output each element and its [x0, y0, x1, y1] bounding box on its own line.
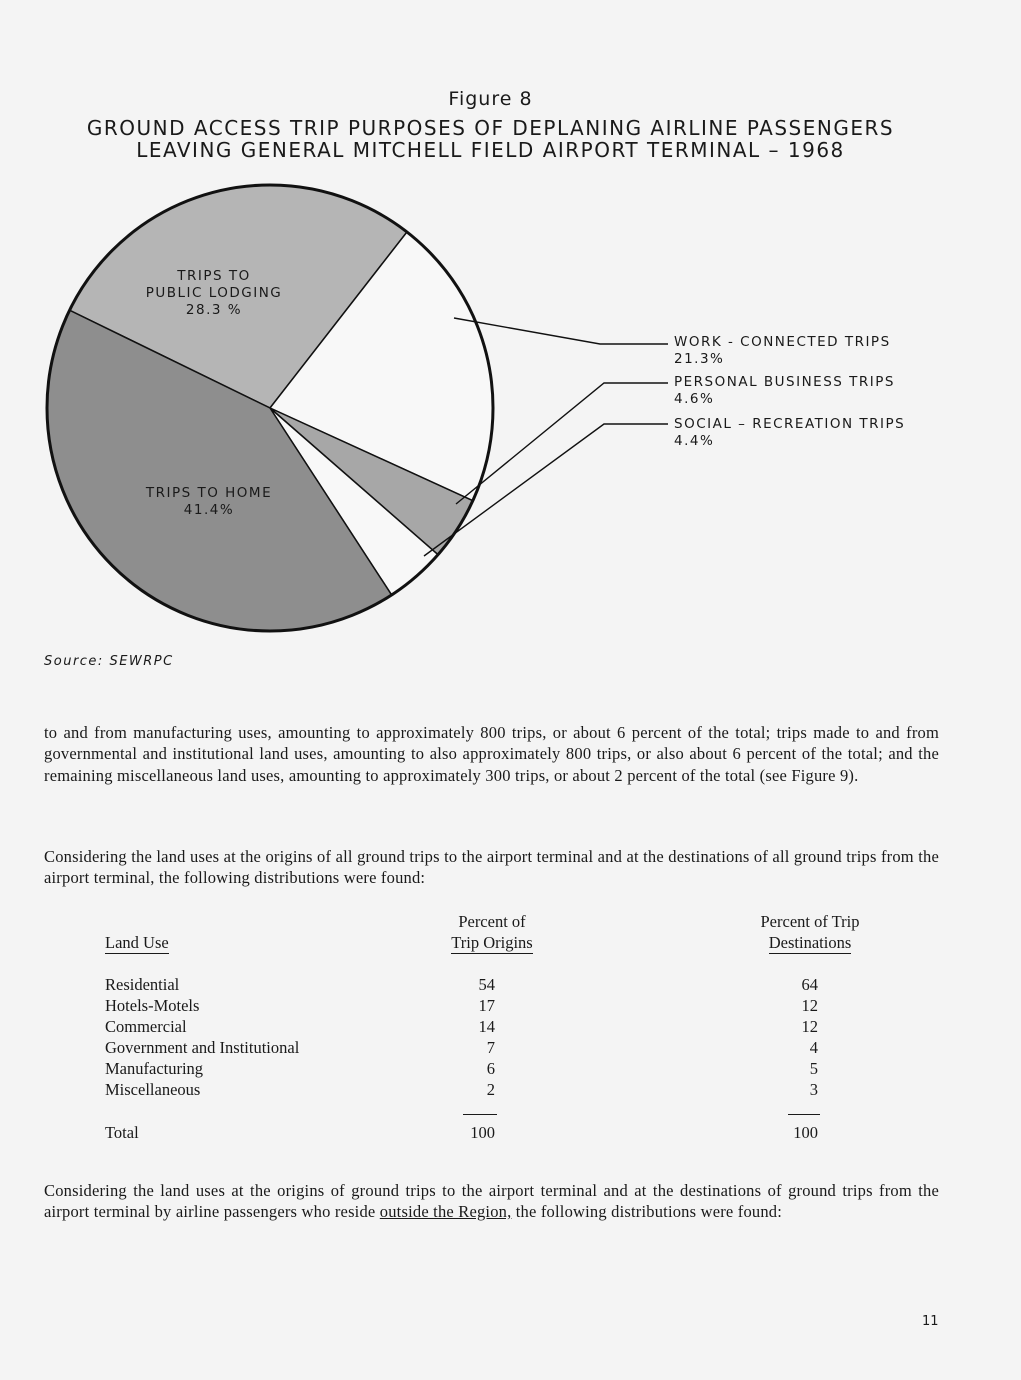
table-total-row [0, 1123, 1021, 1144]
label-trips-home [130, 485, 288, 519]
table-row [0, 1080, 1021, 1101]
table-cell-origins: 14 [478, 1017, 495, 1036]
table-cell-destinations: 5 [809, 1059, 818, 1078]
table-row [0, 996, 1021, 1017]
label-work-connected-value: 21.3% [674, 351, 725, 367]
leader-line-work [454, 318, 668, 344]
table-cell-origins: 17 [478, 996, 495, 1015]
table-total-destinations: 100 [793, 1123, 818, 1142]
paragraph-2: Considering the land uses at the origins of all ground trips to the airport terminal and at the destinations of all ground trips from the airport terminal, the following distributions were found: [44, 847, 939, 888]
label-social-recreation [674, 416, 905, 450]
label-personal-business-value: 4.6% [674, 391, 715, 407]
table-header-origins [420, 911, 564, 953]
table-header-origins-line2: Trip Origins [451, 933, 533, 952]
label-trips-home-value: 41.4% [183, 502, 235, 518]
table-header-destinations-line2: Destinations [768, 933, 852, 952]
table-cell-land-use: Miscellaneous [105, 1080, 201, 1099]
table-row [0, 975, 1021, 996]
label-public-lodging-line2: PUBLIC LODGING [145, 285, 283, 301]
table-cell-destinations: 3 [809, 1080, 818, 1099]
label-work-connected-name: WORK - CONNECTED TRIPS [674, 334, 891, 350]
label-public-lodging-line1: TRIPS TO [177, 268, 251, 284]
table-total-label: Total [105, 1123, 139, 1142]
label-work-connected [674, 334, 891, 368]
table-header-land-use [105, 932, 169, 953]
table-cell-destinations: 64 [801, 975, 818, 994]
label-personal-business-name: PERSONAL BUSINESS TRIPS [674, 374, 895, 390]
table-total-origins: 100 [470, 1123, 495, 1142]
table-cell-land-use: Commercial [105, 1017, 187, 1036]
figure-title-line-2: LEAVING GENERAL MITCHELL FIELD AIRPORT TERMINAL – 1968 [136, 138, 845, 162]
paragraph-3 [44, 1180, 939, 1223]
table-cell-land-use: Residential [105, 975, 180, 994]
table-cell-land-use: Hotels-Motels [105, 996, 200, 1015]
table-row [0, 1059, 1021, 1080]
table-cell-origins: 6 [486, 1059, 495, 1078]
table-cell-origins: 7 [486, 1038, 495, 1057]
table-header-land-use-label: Land Use [105, 933, 169, 952]
page-number: 11 [922, 1314, 939, 1329]
paragraph-1: to and from manufacturing uses, amounting to approximately 800 trips, or about 6 percent of the total; trips made to and from governmental and institutional land uses, amounting to also approximately 800 trips, or also about 6 percent of the total; and the remaining miscellaneous land uses, amounting to approximately 300 trips, or about 2 percent of the total (see Figure 9). [44, 723, 939, 785]
label-trips-home-line1: TRIPS TO HOME [145, 485, 273, 501]
table-cell-destinations: 12 [801, 1017, 818, 1036]
label-public-lodging-value: 28.3 % [185, 302, 243, 318]
table-cell-land-use: Manufacturing [105, 1059, 204, 1078]
table-row [0, 1038, 1021, 1059]
table-row [0, 1017, 1021, 1038]
figure-source: Source: SEWRPC [44, 654, 174, 669]
table-cell-destinations: 12 [801, 996, 818, 1015]
figure-label: Figure 8 [448, 88, 533, 110]
table-cell-origins: 54 [478, 975, 495, 994]
table-cell-land-use: Government and Institutional [105, 1038, 300, 1057]
paragraph-3-end: the following distributions were found: [511, 1202, 783, 1222]
figure-title-line-1: GROUND ACCESS TRIP PURPOSES OF DEPLANING AIRLINE PASSENGERS [86, 116, 895, 140]
table-cell-destinations: 4 [809, 1038, 818, 1057]
paragraph-3-start: Considering the land uses at the origins of ground trips to the airport terminal and at the destinations of ground trips from the airport terminal by airline passengers who reside [44, 1181, 939, 1222]
total-rule-origins [463, 1114, 497, 1115]
table-header-origins-line1: Percent of [458, 912, 526, 931]
label-social-recreation-name: SOCIAL – RECREATION TRIPS [674, 416, 906, 432]
label-personal-business [674, 374, 895, 408]
paragraph-3-underlined: outside the Region, [379, 1202, 512, 1222]
table-header-destinations-line1: Percent of Trip [760, 912, 860, 931]
table-header-destinations [725, 911, 895, 953]
label-social-recreation-value: 4.4% [674, 433, 715, 449]
table-cell-origins: 2 [486, 1080, 495, 1099]
label-public-lodging [130, 268, 298, 319]
total-rule-destinations [788, 1114, 820, 1115]
pie-slices [47, 185, 493, 631]
